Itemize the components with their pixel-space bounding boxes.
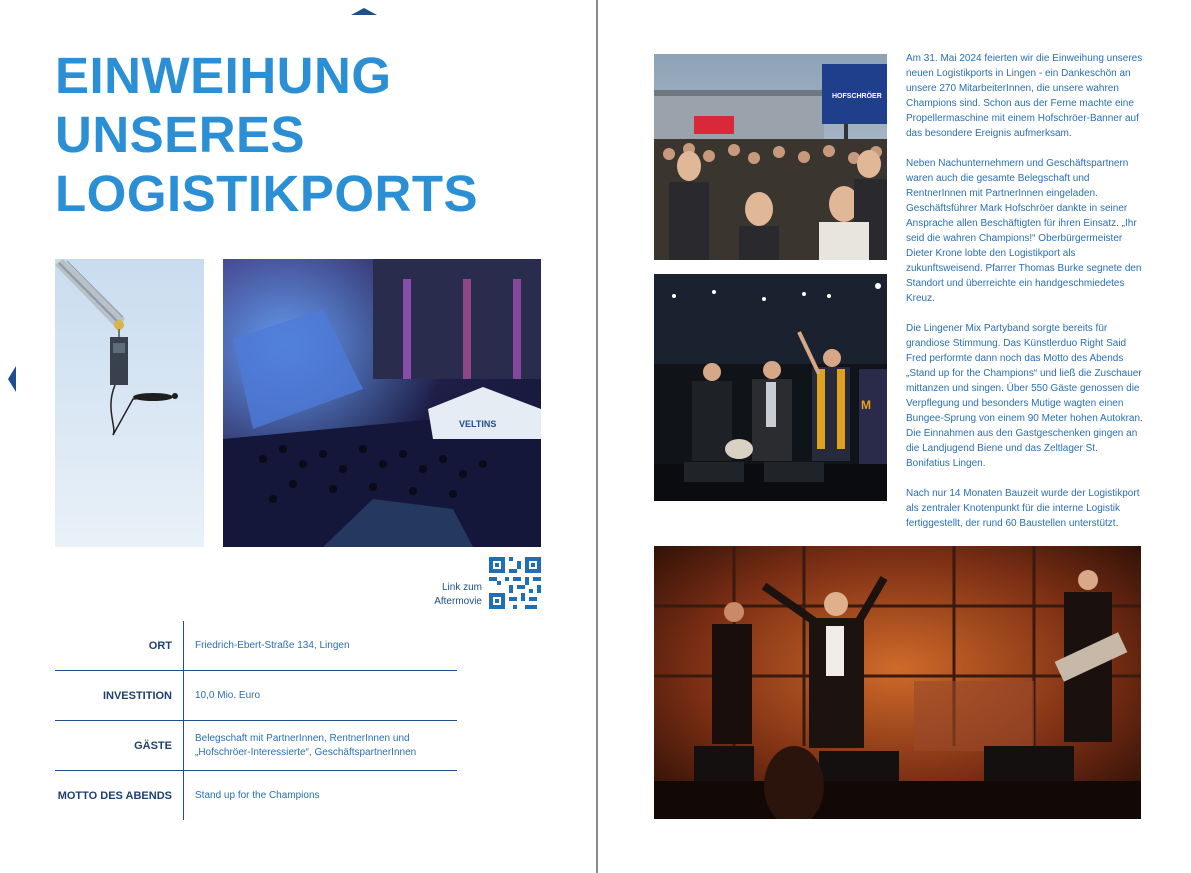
fact-separator: [183, 771, 184, 820]
article-body: [906, 51, 1144, 546]
fact-key: ORT: [148, 639, 172, 652]
sign-label: HOFSCHRÖER: [832, 93, 882, 100]
stage-speech-photo: [654, 274, 887, 501]
fact-value: Stand up for the Champions: [195, 789, 320, 801]
fact-key: MOTTO DES ABENDS: [57, 789, 172, 802]
article-paragraph: Die Lingener Mix Partyband sorgte bereits für grandiose Stimmung. Das Künstlerduo Right Said Fred performte dann noch das Motto des Abends „Stand up for the Champions“ und ließ die Zuschauer mittanzen und singen. Über 550 Gäste genossen die Verpflegung und besonders Mutige wagten einen Bungee-Sprung von einem 90 Meter hohen Autokran. Die Einnahmen aus den Gastgeschenken gingen an die Landjugend Biene und das Zeltlager St. Bonifatius Lingen.: [906, 323, 1143, 469]
page-title: [55, 46, 478, 223]
svg-text:M: M: [861, 398, 871, 412]
fact-value: 10,0 Mio. Euro: [195, 689, 261, 701]
fact-row-investition: [55, 671, 457, 721]
facts-table: [55, 621, 457, 820]
fact-value-line: Belegschaft mit PartnerInnen, RentnerInnen und: [195, 732, 410, 744]
fact-row-gaeste: [55, 721, 457, 771]
title-line: LOGISTIKPORTS: [55, 165, 479, 222]
concert-stage-photo: [654, 546, 1141, 819]
fact-separator: [183, 621, 184, 670]
fact-key: GÄSTE: [134, 739, 172, 752]
nav-left-arrow-icon[interactable]: [8, 366, 16, 392]
title-line: UNSERES: [55, 106, 306, 163]
article-paragraph: Nach nur 14 Monaten Bauzeit wurde der Logistikport als zentraler Knotenpunkt für die interne Logistik fertiggestellt, der rund 60 Baustellen unterstützt.: [906, 488, 1140, 529]
event-hall-photo: [223, 259, 541, 547]
fact-row-ort: [55, 621, 457, 671]
title-line: EINWEIHUNG: [55, 47, 392, 104]
article-paragraph: Am 31. Mai 2024 feierten wir die Einweihung unseres neuen Logistikports in Lingen - ein Dankeschön an unsere 270 MitarbeiterInnen, die unsere wahren Champions sind. Schon aus der Ferne machte eine Propellermaschine mit einem Hofschröer-Banner auf das besondere Ereignis aufmerksam.: [906, 53, 1143, 139]
nav-up-arrow-icon[interactable]: [351, 8, 377, 15]
bungee-jump-photo: [55, 259, 204, 547]
qr-label-line: Link zum: [441, 582, 482, 593]
fact-value: [195, 721, 457, 770]
article-paragraph: Neben Nachunternehmern und Geschäftspartnern waren auch die gesamte Belegschaft und RentnerInnen mit PartnerInnen eingeladen. Geschäftsführer Mark Hofschröer dankte in seiner Ansprache allen Beschäftigten für ihren Einsatz. „Ihr seid die wahren Champions!“ Oberbürgermeister Dieter Krone lobte den Logistikport als zukunftsweisend. Pfarrer Thomas Burke segnete den Standort und überreichte ein handgeschmiedetes Kreuz.: [906, 158, 1142, 304]
aftermovie-qr-code[interactable]: [489, 557, 541, 609]
spread-divider: [596, 0, 598, 873]
tent-label: VELTINS: [459, 419, 497, 429]
fact-value: Friedrich-Ebert-Straße 134, Lingen: [195, 639, 350, 651]
fact-value-line: „Hofschröer-Interessierte“, GeschäftspartnerInnen: [195, 746, 417, 758]
crowd-outdoor-photo: [654, 54, 887, 260]
fact-key: INVESTITION: [102, 689, 172, 702]
fact-separator: [183, 721, 184, 770]
fact-separator: [183, 671, 184, 720]
fact-row-motto: [55, 771, 457, 820]
qr-label: [400, 581, 482, 609]
qr-label-line: Aftermovie: [434, 596, 482, 607]
